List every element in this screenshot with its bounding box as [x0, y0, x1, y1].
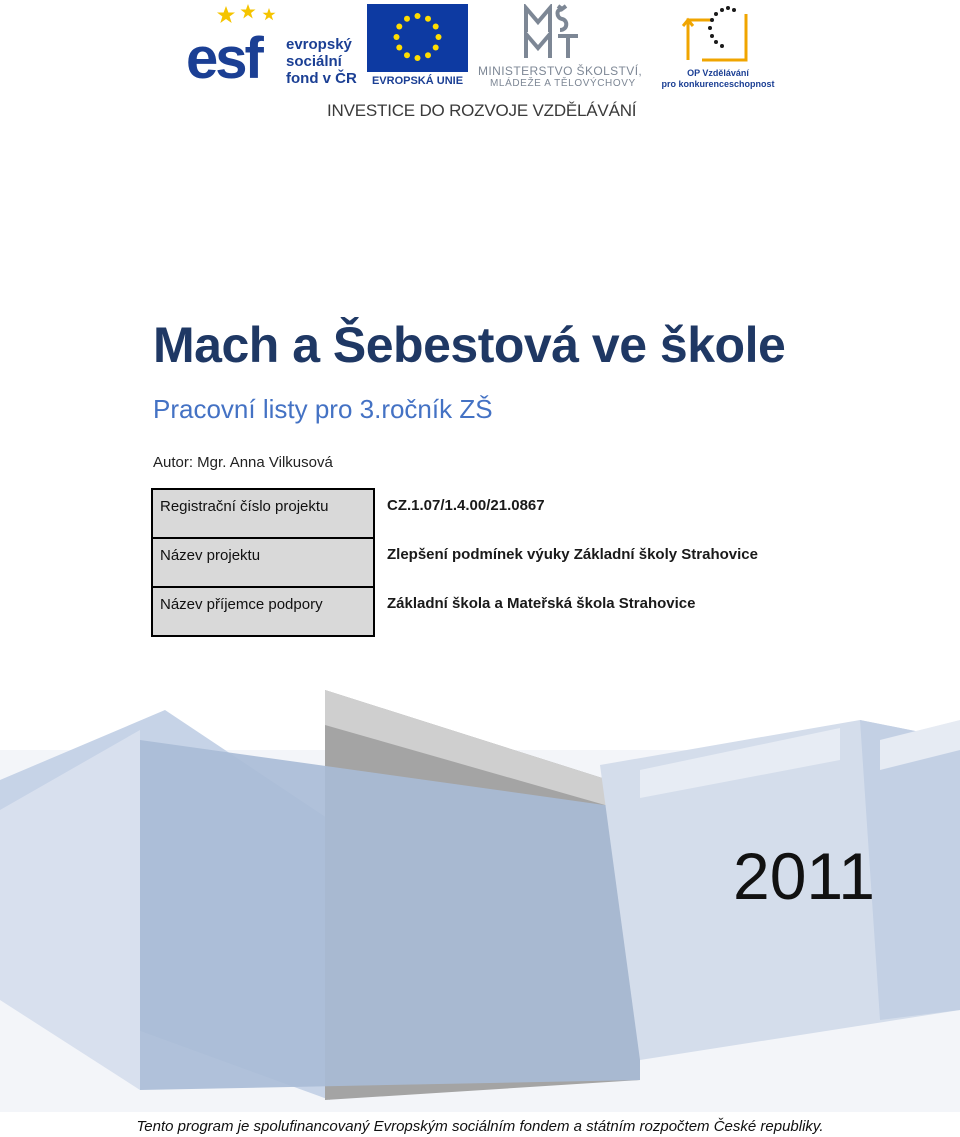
msmt-mark-icon [522, 4, 612, 60]
msmt-logo-line1: MINISTERSTVO ŠKOLSTVÍ, [478, 64, 643, 78]
op-logo-line2: pro konkurenceschopnost [661, 79, 775, 89]
esf-text-line: sociální [286, 53, 342, 70]
table-row [152, 587, 759, 636]
table-row [152, 489, 759, 538]
document-title: Mach a Šebestová ve škole [153, 317, 786, 373]
esf-wordmark: esf [186, 26, 261, 91]
esf-text-line: fond v ČR [286, 70, 357, 87]
table-label-cell: Název příjemce podpory [152, 587, 374, 636]
table-value-cell: Základní škola a Mateřská škola Strahovice [387, 595, 696, 612]
funding-footer: Tento program je spolufinancovaný Evropským sociálním fondem a státním rozpočtem České republiky. [136, 1118, 824, 1135]
year-label: 2011 [733, 839, 875, 913]
esf-logo [186, 4, 360, 90]
msmt-logo-line2: MLÁDEŽE A TĚLOVÝCHOVY [490, 78, 636, 89]
table-label-cell: Registrační číslo projektu [152, 489, 374, 538]
op-logo-line1: OP Vzdělávání [687, 68, 749, 78]
table-label-cell: Název projektu [152, 538, 374, 587]
msmt-logo [478, 4, 652, 90]
project-info-table [151, 488, 760, 637]
table-row [152, 538, 759, 587]
author-line: Autor: Mgr. Anna Vilkusová [153, 454, 333, 471]
document-subtitle: Pracovní listy pro 3.ročník ZŠ [153, 394, 493, 424]
op-mark-icon [682, 2, 752, 66]
eu-logo-text: EVROPSKÁ UNIE [371, 75, 464, 87]
eu-flag-icon [367, 4, 468, 72]
esf-text-line: evropský [286, 36, 352, 53]
esf-logo-text [286, 36, 357, 87]
table-value-cell: Zlepšení podmínek výuky Základní školy Strahovice [387, 546, 758, 563]
table-value-cell: CZ.1.07/1.4.00/21.0867 [387, 497, 545, 514]
op-logo [658, 2, 778, 90]
tagline: INVESTICE DO ROZVOJE VZDĚLÁVÁNÍ [327, 101, 637, 120]
eu-logo [367, 4, 468, 90]
